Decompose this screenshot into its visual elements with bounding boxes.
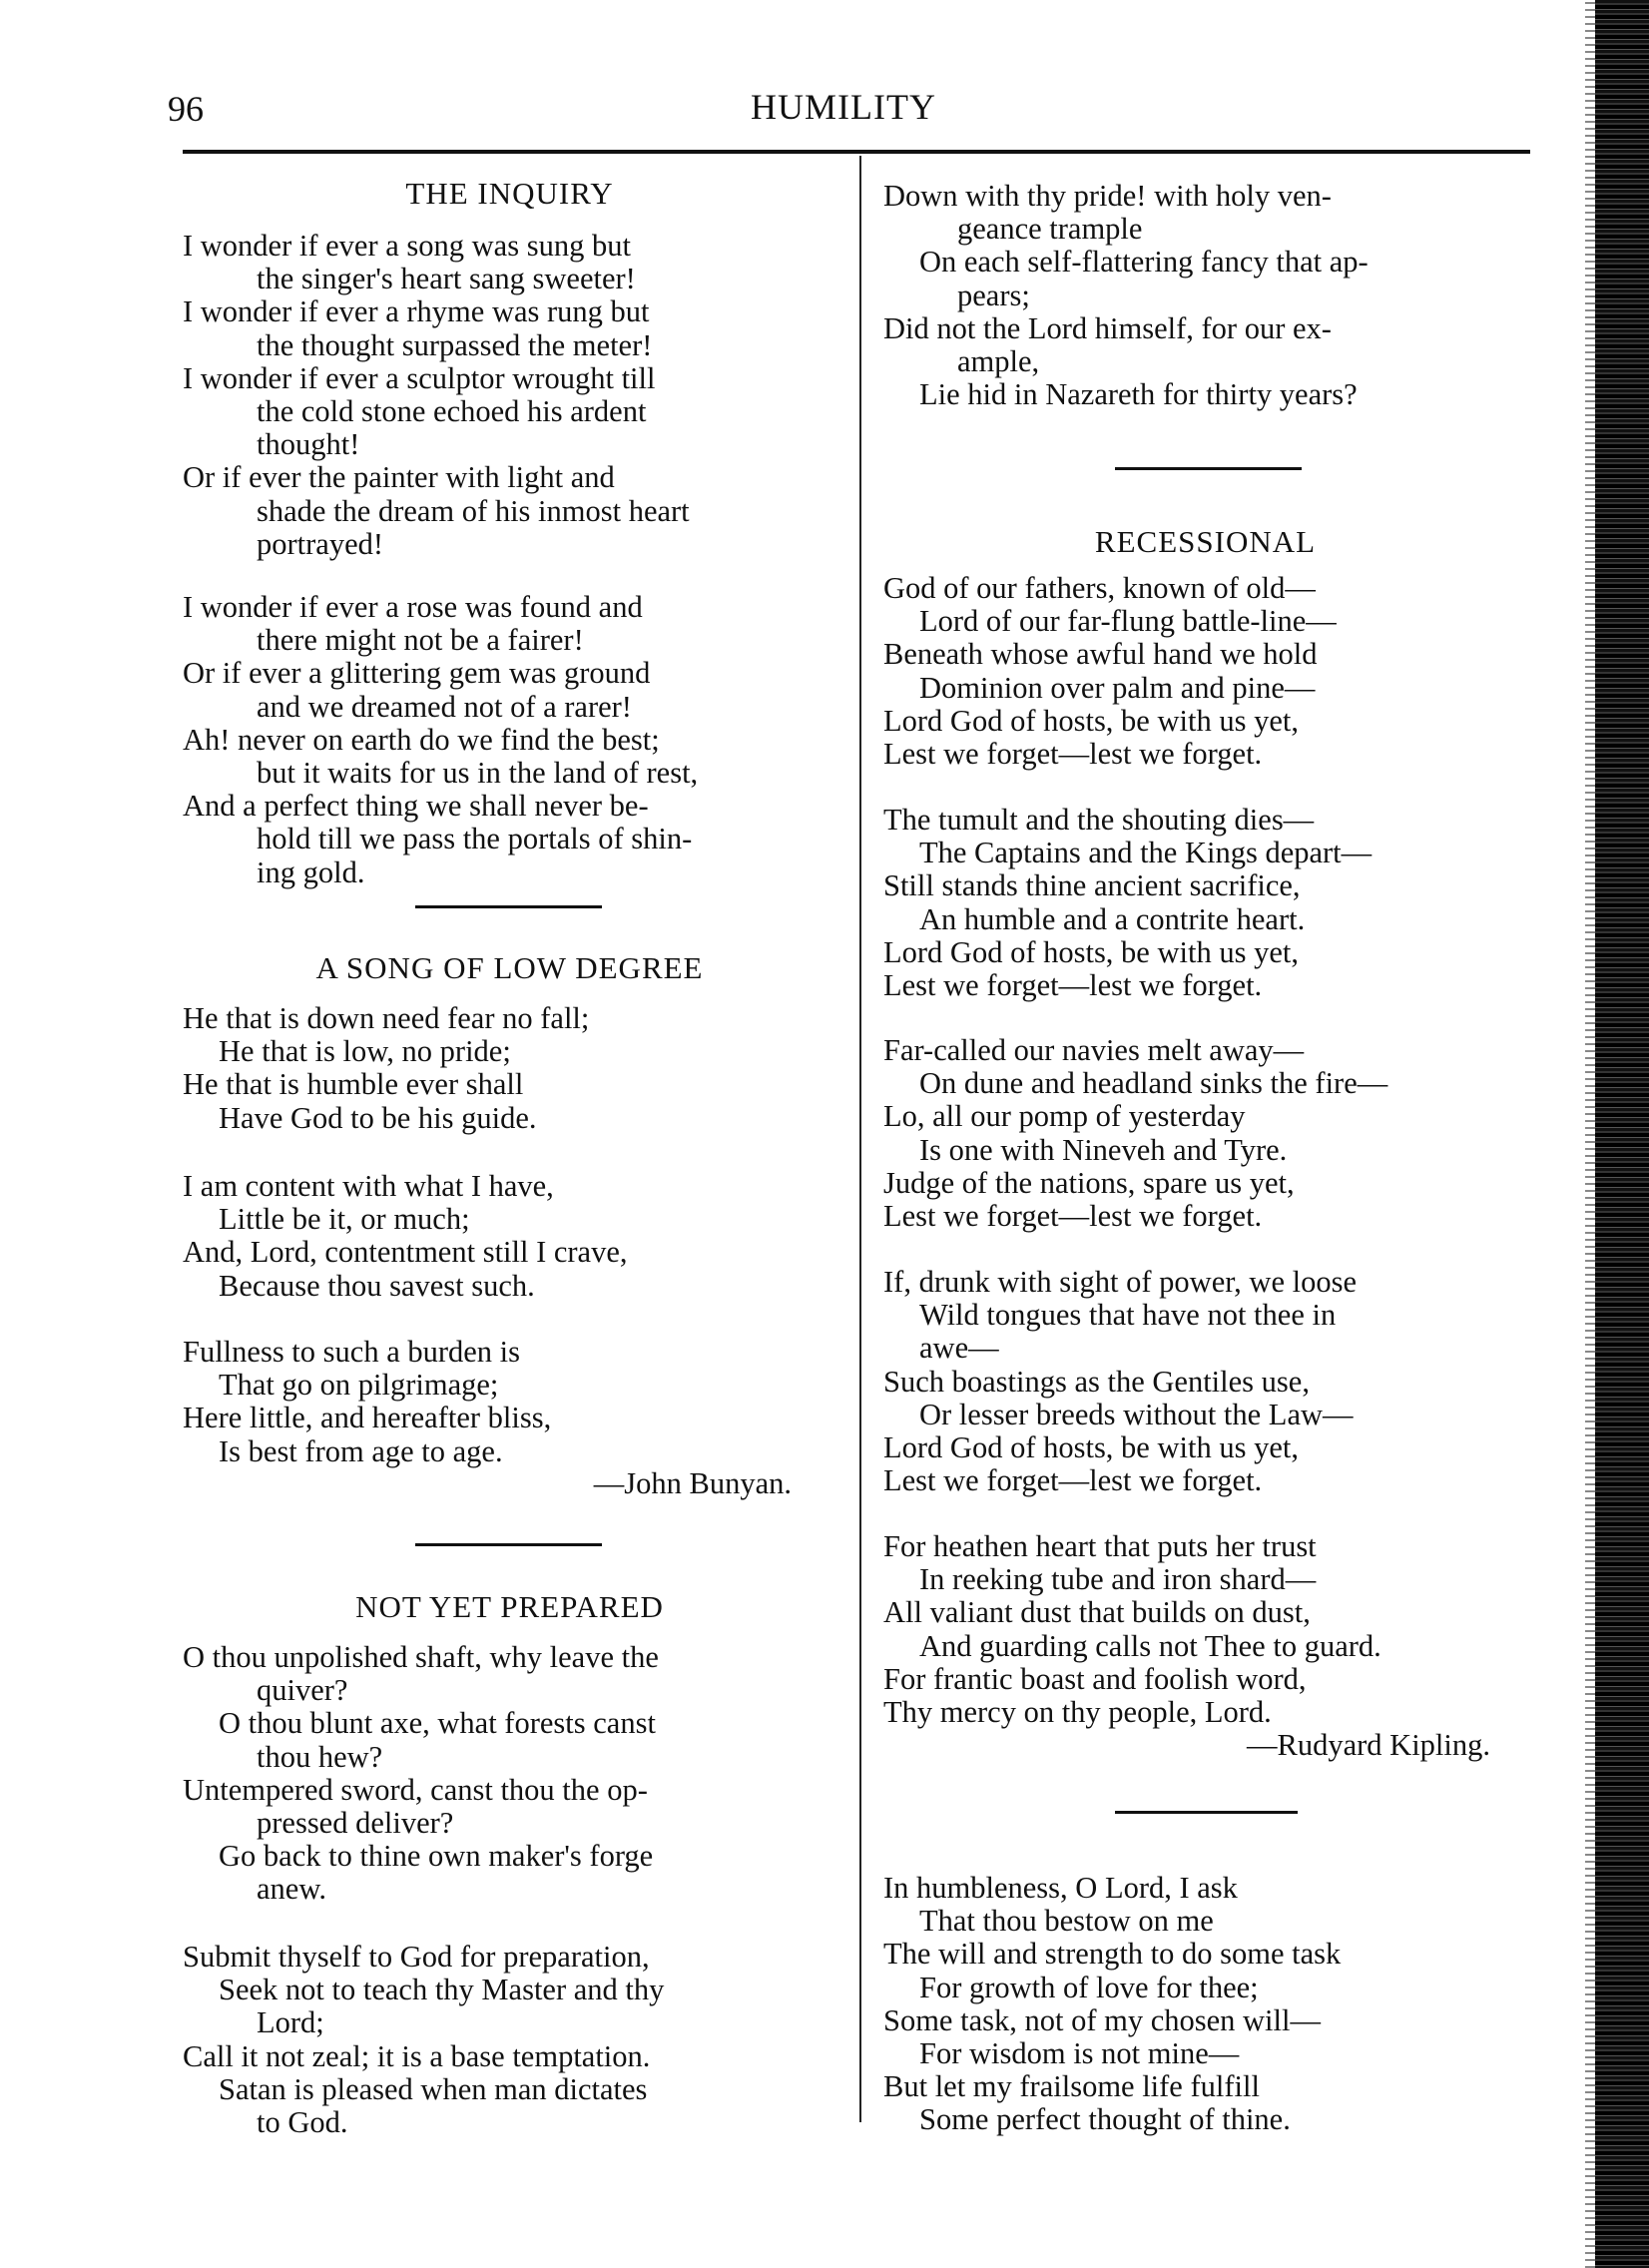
- poem-title-not-yet-prepared: NOT YET PREPARED: [355, 1589, 664, 1624]
- poem-title-the-inquiry: THE INQUIRY: [405, 176, 614, 211]
- poem-line: Is one with Nineveh and Tyre.: [919, 1132, 1288, 1167]
- stanza: [883, 804, 1527, 1002]
- poem-line: Thy mercy on thy people, Lord.: [883, 1695, 1272, 1730]
- poem-line: Or if ever the painter with light and: [183, 460, 615, 495]
- poem-line: pressed deliver?: [257, 1806, 454, 1841]
- stanza: [883, 180, 1527, 411]
- poem-line: Call it not zeal; it is a base temptation.: [183, 2038, 651, 2073]
- poem-line: All valiant dust that builds on dust,: [883, 1595, 1311, 1630]
- poem-line: Untempered sword, canst thou the op-: [183, 1772, 648, 1807]
- poem-line: And a perfect thing we shall never be-: [183, 789, 649, 824]
- poem-line: Lord of our far-flung battle-line—: [919, 604, 1337, 639]
- poem-line: Lord God of hosts, be with us yet,: [883, 703, 1299, 738]
- poem-line: Lest we forget—lest we forget.: [883, 1463, 1263, 1498]
- poem-line: I wonder if ever a sculptor wrought till: [183, 360, 656, 395]
- section-rule: [415, 905, 602, 908]
- attribution-rudyard-kipling: —Rudyard Kipling.: [1247, 1728, 1490, 1762]
- poem-line: I wonder if ever a rhyme was rung but: [183, 294, 650, 329]
- poem-line: Fullness to such a burden is: [183, 1335, 521, 1369]
- poem-line: An humble and a contrite heart.: [919, 901, 1306, 936]
- poem-line: anew.: [257, 1872, 326, 1907]
- poem-line: He that is down need fear no fall;: [183, 1001, 590, 1035]
- poem-line: That thou bestow on me: [919, 1904, 1214, 1939]
- poem-line: Lest we forget—lest we forget.: [883, 968, 1263, 1003]
- attribution-wrap: [183, 1467, 792, 1500]
- poem-line: geance trample: [957, 212, 1143, 247]
- poem-line: Still stands thine ancient sacrifice,: [883, 868, 1301, 903]
- poem-line: Satan is pleased when man dictates: [219, 2071, 648, 2106]
- column-divider: [859, 156, 861, 2122]
- section-rule: [415, 1543, 602, 1546]
- poem-line: The Captains and the Kings depart—: [919, 836, 1373, 870]
- poem-line: Ah! never on earth do we find the best;: [183, 722, 660, 757]
- poem-line: That go on pilgrimage;: [219, 1368, 499, 1403]
- poem-line: there might not be a fairer!: [257, 623, 584, 658]
- poem-line: thought!: [257, 427, 360, 462]
- section-rule: [1115, 1811, 1298, 1814]
- stanza: [883, 1872, 1527, 2137]
- poem-line: the thought surpassed the meter!: [257, 327, 653, 362]
- poem-line: Is best from age to age.: [219, 1433, 503, 1468]
- poem-line: Lie hid in Nazareth for thirty years?: [919, 377, 1358, 412]
- poem-line: Wild tongues that have not thee in: [919, 1298, 1337, 1333]
- section-rule: [1115, 467, 1302, 470]
- poem-line: but it waits for us in the land of rest,: [257, 756, 699, 791]
- stanza: [883, 572, 1527, 771]
- poem-line: Have God to be his guide.: [219, 1100, 537, 1135]
- stanza: [883, 1266, 1527, 1497]
- poem-line: On dune and headland sinks the fire—: [919, 1066, 1388, 1101]
- poem-line: Such boastings as the Gentiles use,: [883, 1364, 1310, 1399]
- poem-line: ing gold.: [257, 854, 365, 889]
- poem-line: And, Lord, contentment still I crave,: [183, 1235, 628, 1270]
- poem-line: Down with thy pride! with holy ven-: [883, 179, 1332, 213]
- stanza: [183, 1641, 836, 1907]
- poem-line: to God.: [257, 2105, 348, 2140]
- poem-line: Go back to thine own maker's forge: [219, 1839, 654, 1874]
- poem-title-a-song-of-low-degree: A SONG OF LOW DEGREE: [315, 950, 704, 985]
- poem-line: awe—: [919, 1331, 999, 1366]
- attribution-john-bunyan: —John Bunyan.: [593, 1466, 792, 1500]
- poem-line: hold till we pass the portals of shin-: [257, 822, 693, 856]
- poem-line: Lest we forget—lest we forget.: [883, 737, 1263, 772]
- poem-line: thou hew?: [257, 1739, 383, 1774]
- poem-line: Dominion over palm and pine—: [919, 670, 1316, 705]
- running-head: HUMILITY: [751, 87, 936, 127]
- poem-line: ample,: [957, 344, 1040, 379]
- stanza: [183, 1336, 836, 1468]
- poem-line: I wonder if ever a song was sung but: [183, 229, 631, 263]
- poem-line: I am content with what I have,: [183, 1169, 554, 1203]
- poem-title-recessional: RECESSIONAL: [1094, 524, 1317, 559]
- poem-line: Did not the Lord himself, for our ex-: [883, 310, 1332, 345]
- poem-line: For frantic boast and foolish word,: [883, 1661, 1307, 1696]
- poem-line: I wonder if ever a rose was found and: [183, 590, 643, 624]
- poem-line: For growth of love for thee;: [919, 1970, 1259, 2004]
- poem-line: quiver?: [257, 1673, 348, 1708]
- stanza: [183, 230, 836, 561]
- poem-line: Or if ever a glittering gem was ground: [183, 656, 651, 691]
- page-edge: [1585, 0, 1649, 2268]
- poem-line: Lord God of hosts, be with us yet,: [883, 934, 1299, 969]
- poem-line: The tumult and the shouting dies—: [883, 803, 1315, 837]
- poem-line: portrayed!: [257, 526, 384, 561]
- poem-line: The will and strength to do some task: [883, 1937, 1342, 1972]
- stanza: [883, 1034, 1527, 1233]
- poem-line: Lord;: [257, 2005, 324, 2040]
- poem-line: the singer's heart sang sweeter!: [257, 262, 636, 296]
- poem-line: pears;: [957, 278, 1030, 312]
- poem-line: O thou blunt axe, what forests canst: [219, 1706, 656, 1741]
- poem-line: Lest we forget—lest we forget.: [883, 1199, 1263, 1234]
- poem-line: Little be it, or much;: [219, 1202, 470, 1237]
- poem-line: God of our fathers, known of old—: [883, 571, 1316, 605]
- attribution-wrap: [883, 1729, 1490, 1762]
- poem-line: He that is humble ever shall: [183, 1067, 524, 1102]
- page-number: 96: [168, 89, 204, 129]
- poem-line: Beneath whose awful hand we hold: [883, 637, 1318, 672]
- poem-line: Or lesser breeds without the Law—: [919, 1397, 1354, 1431]
- header-rule: [183, 150, 1530, 154]
- stanza: [183, 1170, 836, 1303]
- poem-line: Seek not to teach thy Master and thy: [219, 1973, 665, 2007]
- poem-line: O thou unpolished shaft, why leave the: [183, 1640, 659, 1674]
- poem-line: Submit thyself to God for preparation,: [183, 1940, 650, 1974]
- poem-line: In reeking tube and iron shard—: [919, 1562, 1317, 1597]
- poem-line: Because thou savest such.: [219, 1268, 535, 1303]
- poem-line: Some task, not of my chosen will—: [883, 2002, 1321, 2037]
- poem-line: Far-called our navies melt away—: [883, 1033, 1305, 1067]
- poem-line: He that is low, no pride;: [219, 1034, 511, 1069]
- poem-line: And guarding calls not Thee to guard.: [919, 1628, 1381, 1663]
- poem-line: Judge of the nations, spare us yet,: [883, 1165, 1295, 1200]
- poem-line: Here little, and hereafter bliss,: [183, 1401, 552, 1435]
- stanza: [183, 1941, 836, 2139]
- poem-line: and we dreamed not of a rarer!: [257, 689, 632, 724]
- poem-line: If, drunk with sight of power, we loose: [883, 1265, 1357, 1299]
- poem-line: the cold stone echoed his ardent: [257, 394, 647, 429]
- poem-line: Lo, all our pomp of yesterday: [883, 1099, 1246, 1134]
- poem-line: On each self-flattering fancy that ap-: [919, 245, 1369, 280]
- stanza: [883, 1530, 1527, 1729]
- poem-line: In humbleness, O Lord, I ask: [883, 1871, 1238, 1905]
- poem-line: For heathen heart that puts her trust: [883, 1529, 1317, 1563]
- poem-line: Some perfect thought of thine.: [919, 2102, 1291, 2137]
- poem-line: For wisdom is not mine—: [919, 2036, 1240, 2071]
- stanza: [183, 591, 836, 889]
- stanza: [183, 1002, 836, 1135]
- poem-line: shade the dream of his inmost heart: [257, 493, 690, 528]
- poem-line: Lord God of hosts, be with us yet,: [883, 1430, 1299, 1465]
- poem-line: But let my frailsome life fulfill: [883, 2069, 1260, 2104]
